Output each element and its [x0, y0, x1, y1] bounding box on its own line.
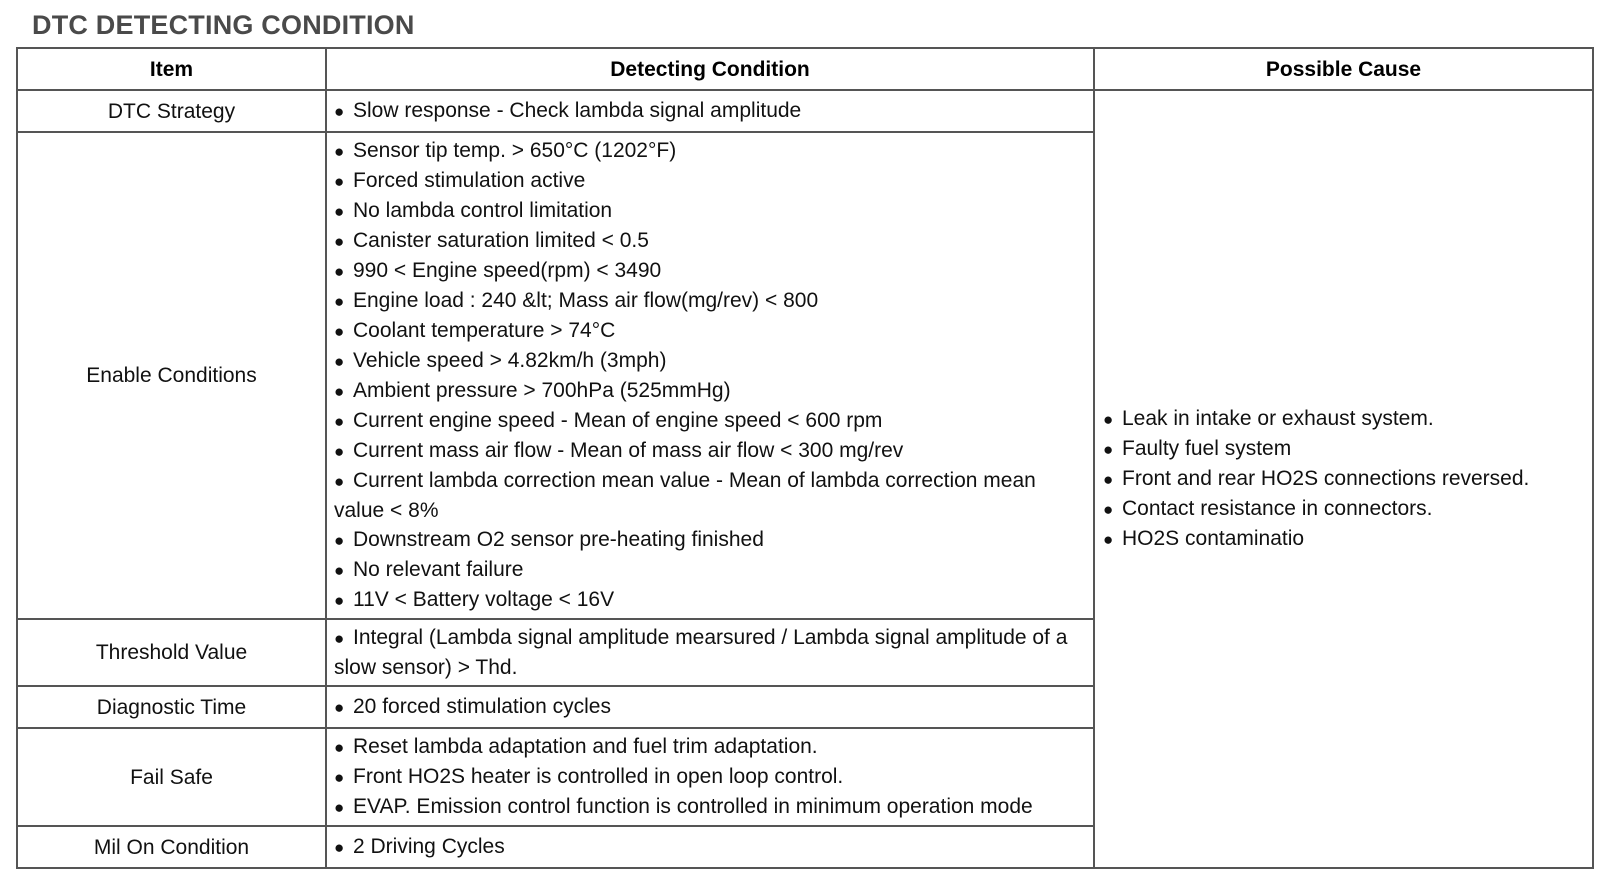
row-conditions	[326, 728, 1094, 826]
bullet-icon: ●	[334, 352, 345, 371]
bullet-icon: ●	[334, 698, 345, 717]
bullet-icon: ●	[334, 142, 345, 161]
bullet-icon: ●	[1103, 410, 1114, 429]
condition-line: ● Reset lambda adaptation and fuel trim adaptation.	[334, 732, 1085, 762]
bullet-icon: ●	[334, 629, 345, 648]
bullet-icon: ●	[1103, 470, 1114, 489]
bullet-icon: ●	[334, 531, 345, 550]
bullet-icon: ●	[334, 738, 345, 757]
table-row	[17, 90, 1593, 132]
bullet-icon: ●	[334, 838, 345, 857]
condition-line: ● Canister saturation limited < 0.5	[334, 226, 1085, 256]
bullet-icon: ●	[1103, 530, 1114, 549]
row-conditions	[326, 619, 1094, 686]
condition-line: ● Current engine speed - Mean of engine speed < 600 rpm	[334, 406, 1085, 436]
condition-line: ● No relevant failure	[334, 555, 1085, 585]
condition-line: ● No lambda control limitation	[334, 196, 1085, 226]
condition-line: ● Sensor tip temp. > 650°C (1202°F)	[334, 136, 1085, 166]
row-item-label: Enable Conditions	[17, 132, 326, 619]
condition-line: ● Forced stimulation active	[334, 166, 1085, 196]
row-item-label: DTC Strategy	[17, 90, 326, 132]
condition-line: ● Engine load : 240 &lt; Mass air flow(mg/rev) < 800	[334, 286, 1085, 316]
page-title: DTC DETECTING CONDITION	[32, 10, 415, 40]
condition-line: ● Integral (Lambda signal amplitude mearsured / Lambda signal amplitude of a slow sensor) > Thd.	[334, 626, 1068, 679]
bullet-icon: ●	[334, 768, 345, 787]
row-conditions	[326, 686, 1094, 728]
cause-line: ● Front and rear HO2S connections reversed.	[1103, 464, 1586, 494]
table-header-row	[17, 48, 1593, 90]
row-conditions	[326, 90, 1094, 132]
bullet-icon: ●	[334, 102, 345, 121]
bullet-icon: ●	[1103, 440, 1114, 459]
row-conditions	[326, 826, 1094, 868]
cause-line: ● Leak in intake or exhaust system.	[1103, 404, 1586, 434]
bullet-icon: ●	[334, 442, 345, 461]
condition-line: ● Coolant temperature > 74°C	[334, 316, 1085, 346]
row-item-label: Mil On Condition	[17, 826, 326, 868]
cause-line: ● Contact resistance in connectors.	[1103, 494, 1586, 524]
condition-line: ● EVAP. Emission control function is controlled in minimum operation mode	[334, 792, 1085, 822]
header-item: Item	[17, 48, 326, 90]
condition-line: ● 20 forced stimulation cycles	[334, 692, 1085, 722]
cause-line: ● Faulty fuel system	[1103, 434, 1586, 464]
dtc-condition-table	[16, 47, 1594, 869]
possible-cause-cell	[1094, 90, 1593, 868]
condition-line: ● Front HO2S heater is controlled in open loop control.	[334, 762, 1085, 792]
bullet-icon: ●	[1103, 500, 1114, 519]
bullet-icon: ●	[334, 472, 345, 491]
cause-line: ● HO2S contaminatio	[1103, 524, 1586, 554]
condition-line: ● Downstream O2 sensor pre-heating finished	[334, 525, 1085, 555]
bullet-icon: ●	[334, 382, 345, 401]
condition-line: ● 2 Driving Cycles	[334, 832, 1085, 862]
condition-line: ● 990 < Engine speed(rpm) < 3490	[334, 256, 1085, 286]
condition-line: ● 11V < Battery voltage < 16V	[334, 585, 1085, 615]
bullet-icon: ●	[334, 561, 345, 580]
bullet-icon: ●	[334, 292, 345, 311]
bullet-icon: ●	[334, 412, 345, 431]
bullet-icon: ●	[334, 322, 345, 341]
row-item-label: Fail Safe	[17, 728, 326, 826]
bullet-icon: ●	[334, 172, 345, 191]
header-detecting-condition: Detecting Condition	[326, 48, 1094, 90]
bullet-icon: ●	[334, 262, 345, 281]
condition-line: ● Current mass air flow - Mean of mass air flow < 300 mg/rev	[334, 436, 1085, 466]
header-possible-cause: Possible Cause	[1094, 48, 1593, 90]
bullet-icon: ●	[334, 232, 345, 251]
condition-line: ● Current lambda correction mean value - Mean of lambda correction mean value < 8%	[334, 469, 1036, 522]
row-item-label: Threshold Value	[17, 619, 326, 686]
condition-line: ● Ambient pressure > 700hPa (525mmHg)	[334, 376, 1085, 406]
bullet-icon: ●	[334, 591, 345, 610]
condition-line: ● Vehicle speed > 4.82km/h (3mph)	[334, 346, 1085, 376]
bullet-icon: ●	[334, 202, 345, 221]
row-conditions	[326, 132, 1094, 619]
row-item-label: Diagnostic Time	[17, 686, 326, 728]
bullet-icon: ●	[334, 798, 345, 817]
condition-line: ● Slow response - Check lambda signal amplitude	[334, 96, 1085, 126]
